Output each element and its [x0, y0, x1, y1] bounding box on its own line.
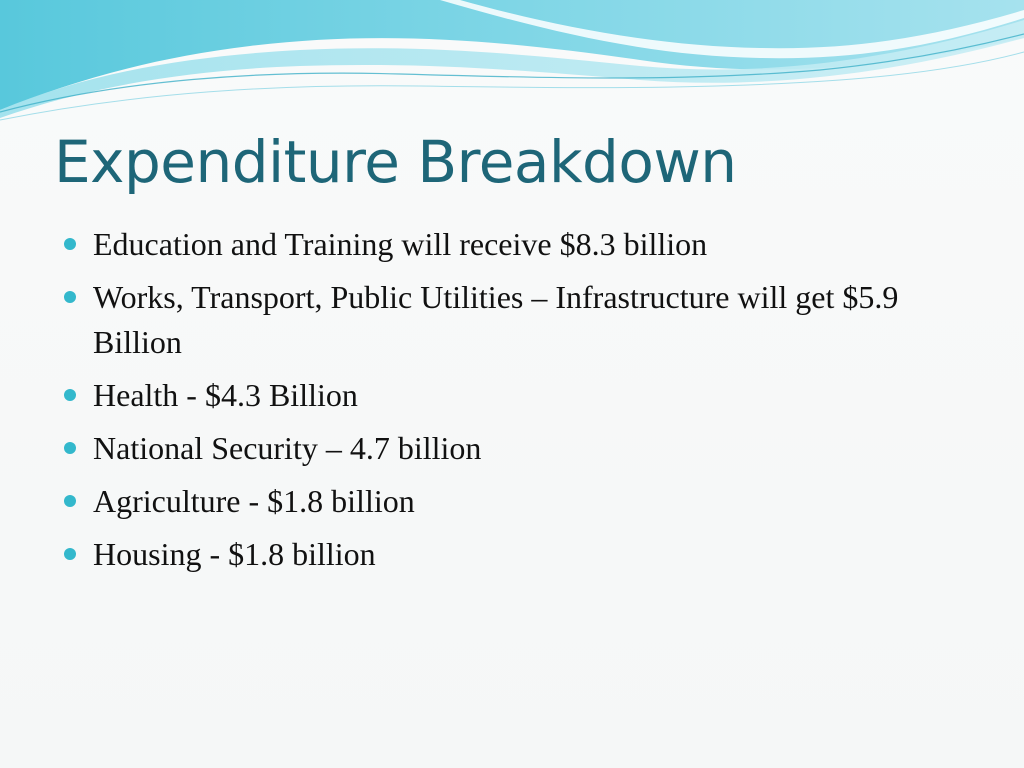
slide-title: Expenditure Breakdown	[54, 128, 737, 196]
bullet-item-infrastructure	[62, 275, 962, 365]
bullet-marker-icon	[64, 495, 76, 507]
bullet-text: Agriculture - $1.8 billion	[93, 483, 415, 519]
bullet-marker-icon	[64, 291, 76, 303]
bullet-item-housing	[62, 532, 962, 577]
bullet-text: Health - $4.3 Billion	[93, 377, 358, 413]
bullet-text: Housing - $1.8 billion	[93, 536, 376, 572]
bullet-list	[62, 222, 962, 585]
bullet-item-national-security	[62, 426, 962, 471]
bullet-marker-icon	[64, 442, 76, 454]
bullet-item-education	[62, 222, 962, 267]
bullet-marker-icon	[64, 548, 76, 560]
bullet-marker-icon	[64, 238, 76, 250]
bullet-marker-icon	[64, 389, 76, 401]
bullet-item-agriculture	[62, 479, 962, 524]
bullet-text: National Security – 4.7 billion	[93, 430, 482, 466]
bullet-text: Education and Training will receive $8.3 billion	[93, 226, 708, 262]
bullet-item-health	[62, 373, 962, 418]
bullet-text: Works, Transport, Public Utilities – Infrastructure will get $5.9 Billion	[93, 279, 899, 360]
header-wave-decoration	[0, 0, 1024, 130]
